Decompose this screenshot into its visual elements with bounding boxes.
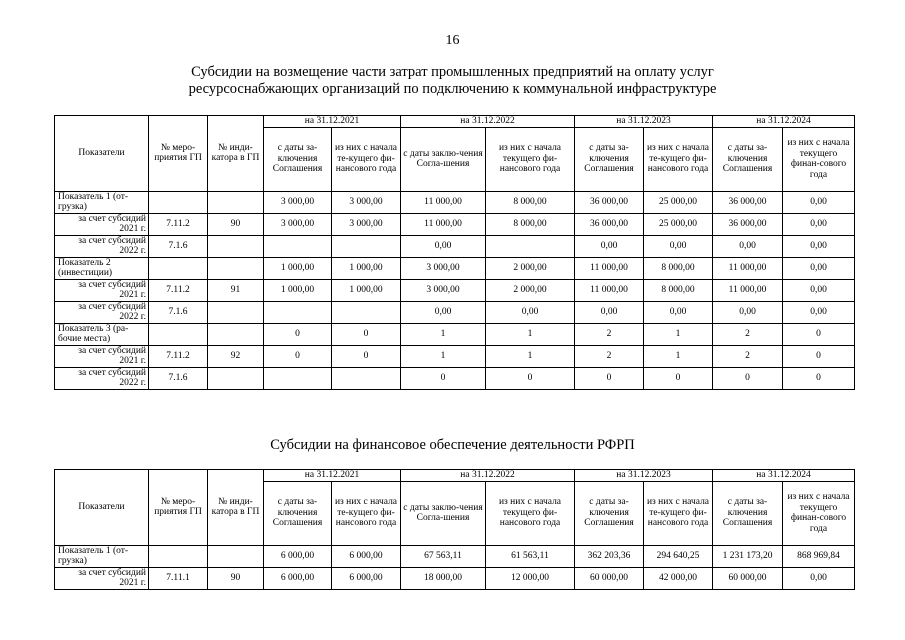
value-cell: 11 000,00 — [575, 257, 644, 279]
table-row — [55, 257, 855, 279]
value-cell: 25 000,00 — [644, 191, 713, 213]
value-cell: 42 000,00 — [644, 567, 713, 589]
table-row — [55, 545, 855, 567]
page-number: 16 — [445, 33, 460, 48]
measure-number — [149, 257, 208, 279]
value-cell: 0 — [713, 367, 783, 389]
indicator-number — [208, 191, 264, 213]
value-cell: 6 000,00 — [332, 567, 401, 589]
value-cell: 8 000,00 — [644, 257, 713, 279]
indicator-number — [208, 235, 264, 257]
value-cell: 0,00 — [783, 567, 855, 589]
header-period-2023: на 31.12.2023 — [575, 116, 713, 128]
value-cell: 1 — [486, 323, 575, 345]
value-cell: 11 000,00 — [713, 279, 783, 301]
value-cell: 60 000,00 — [575, 567, 644, 589]
value-cell: 0 — [401, 367, 486, 389]
table-row — [55, 279, 855, 301]
value-cell: 1 — [401, 345, 486, 367]
table-row — [55, 235, 855, 257]
table-row — [55, 323, 855, 345]
value-cell: 8 000,00 — [486, 213, 575, 235]
value-cell: 1 231 173,20 — [713, 545, 783, 567]
indicator-number — [208, 545, 264, 567]
value-cell: 0,00 — [644, 235, 713, 257]
measure-number — [149, 191, 208, 213]
measure-number: 7.11.2 — [149, 213, 208, 235]
value-cell: 2 — [575, 323, 644, 345]
header-since-agreement: с даты за-ключения Соглашения — [575, 481, 644, 545]
section-2-title — [0, 437, 905, 454]
header-period-2024: на 31.12.2024 — [713, 470, 855, 482]
measure-number: 7.11.1 — [149, 567, 208, 589]
measure-number: 7.1.6 — [149, 301, 208, 323]
table-row — [55, 213, 855, 235]
header-measure-no: № меро-приятия ГП — [149, 116, 208, 192]
value-cell: 6 000,00 — [332, 545, 401, 567]
value-cell: 3 000,00 — [401, 257, 486, 279]
value-cell: 11 000,00 — [575, 279, 644, 301]
table-row — [55, 567, 855, 589]
value-cell: 0,00 — [713, 301, 783, 323]
section-1-title — [0, 64, 905, 98]
value-cell: 0,00 — [713, 235, 783, 257]
indicator-number — [208, 367, 264, 389]
value-cell: 3 000,00 — [332, 213, 401, 235]
value-cell: 0,00 — [783, 213, 855, 235]
value-cell: 36 000,00 — [713, 213, 783, 235]
value-cell: 0,00 — [486, 301, 575, 323]
header-since-agreement: с даты заклю-чения Согла-шения — [401, 127, 486, 191]
value-cell: 61 563,11 — [486, 545, 575, 567]
value-cell: 0,00 — [783, 279, 855, 301]
value-cell: 0 — [575, 367, 644, 389]
value-cell: 1 000,00 — [264, 257, 332, 279]
value-cell: 2 000,00 — [486, 279, 575, 301]
value-cell: 0 — [783, 367, 855, 389]
value-cell: 6 000,00 — [264, 545, 332, 567]
value-cell: 1 — [486, 345, 575, 367]
header-current-year: из них с начала те-кущего фи-нансового года — [332, 127, 401, 191]
header-since-agreement: с даты за-ключения Соглашения — [264, 127, 332, 191]
value-cell: 0 — [264, 345, 332, 367]
header-since-agreement: с даты за-ключения Соглашения — [713, 481, 783, 545]
indicator-number — [208, 301, 264, 323]
value-cell: 0,00 — [783, 191, 855, 213]
value-cell: 0,00 — [783, 257, 855, 279]
indicator-number: 90 — [208, 213, 264, 235]
indicator-number: 91 — [208, 279, 264, 301]
value-cell: 11 000,00 — [713, 257, 783, 279]
row-label: за счет субсидий 2021 г. — [55, 345, 149, 367]
header-current-year: из них с начала текущего фи-нансового года — [486, 481, 575, 545]
value-cell: 25 000,00 — [644, 213, 713, 235]
value-cell: 0,00 — [401, 235, 486, 257]
header-current-year: из них с начала текущего фи-нансового года — [486, 127, 575, 191]
header-period-2021: на 31.12.2021 — [264, 116, 401, 128]
header-period-2021: на 31.12.2021 — [264, 470, 401, 482]
value-cell: 868 969,84 — [783, 545, 855, 567]
row-label: за счет субсидий 2022 г. — [55, 367, 149, 389]
value-cell — [264, 235, 332, 257]
value-cell: 36 000,00 — [575, 191, 644, 213]
row-label: Показатель 3 (ра-бочие места) — [55, 323, 149, 345]
header-indicators: Показатели — [55, 470, 149, 546]
row-label: за счет субсидий 2022 г. — [55, 301, 149, 323]
value-cell: 2 000,00 — [486, 257, 575, 279]
header-since-agreement: с даты за-ключения Соглашения — [713, 127, 783, 191]
row-label: за счет субсидий 2021 г. — [55, 213, 149, 235]
value-cell: 0 — [783, 345, 855, 367]
header-period-2022: на 31.12.2022 — [401, 470, 575, 482]
header-current-year: из них с начала те-кущего фи-нансового года — [644, 481, 713, 545]
value-cell: 0 — [644, 367, 713, 389]
header-current-year: из них с начала текущего финан-сового года — [783, 481, 855, 545]
value-cell: 0 — [486, 367, 575, 389]
value-cell: 36 000,00 — [575, 213, 644, 235]
value-cell: 36 000,00 — [713, 191, 783, 213]
value-cell: 6 000,00 — [264, 567, 332, 589]
header-since-agreement: с даты заклю-чения Согла-шения — [401, 481, 486, 545]
value-cell: 1 — [644, 323, 713, 345]
value-cell: 362 203,36 — [575, 545, 644, 567]
section-1-table — [54, 115, 855, 390]
value-cell: 1 — [644, 345, 713, 367]
value-cell: 0 — [783, 323, 855, 345]
row-label: Показатель 1 (от-грузка) — [55, 191, 149, 213]
value-cell: 1 — [401, 323, 486, 345]
measure-number: 7.11.2 — [149, 279, 208, 301]
header-since-agreement: с даты за-ключения Соглашения — [575, 127, 644, 191]
value-cell — [486, 235, 575, 257]
header-current-year: из них с начала те-кущего фи-нансового года — [332, 481, 401, 545]
section-2-table — [54, 469, 855, 590]
value-cell: 8 000,00 — [486, 191, 575, 213]
header-period-2022: на 31.12.2022 — [401, 116, 575, 128]
value-cell: 0 — [264, 323, 332, 345]
indicator-number — [208, 323, 264, 345]
table-row — [55, 301, 855, 323]
value-cell: 0 — [332, 345, 401, 367]
value-cell — [332, 367, 401, 389]
header-indicators: Показатели — [55, 116, 149, 192]
value-cell: 8 000,00 — [644, 279, 713, 301]
value-cell: 60 000,00 — [713, 567, 783, 589]
value-cell: 3 000,00 — [401, 279, 486, 301]
value-cell — [332, 235, 401, 257]
value-cell: 0,00 — [575, 235, 644, 257]
table-row — [55, 367, 855, 389]
header-measure-no: № меро-приятия ГП — [149, 470, 208, 546]
row-label: за счет субсидий 2021 г. — [55, 279, 149, 301]
value-cell: 2 — [713, 345, 783, 367]
measure-number: 7.1.6 — [149, 235, 208, 257]
value-cell: 3 000,00 — [264, 191, 332, 213]
value-cell: 2 — [713, 323, 783, 345]
row-label: за счет субсидий 2021 г. — [55, 567, 149, 589]
value-cell: 0 — [332, 323, 401, 345]
measure-number — [149, 545, 208, 567]
table-row — [55, 191, 855, 213]
value-cell: 11 000,00 — [401, 191, 486, 213]
header-indicator-no: № инди-катора в ГП — [208, 116, 264, 192]
header-indicator-no: № инди-катора в ГП — [208, 470, 264, 546]
row-label: Показатель 1 (от-грузка) — [55, 545, 149, 567]
header-period-2023: на 31.12.2023 — [575, 470, 713, 482]
indicator-number: 92 — [208, 345, 264, 367]
value-cell: 1 000,00 — [332, 279, 401, 301]
row-label: Показатель 2 (инвестиции) — [55, 257, 149, 279]
header-current-year: из них с начала текущего финан-сового года — [783, 127, 855, 191]
value-cell: 0,00 — [783, 301, 855, 323]
header-since-agreement: с даты за-ключения Соглашения — [264, 481, 332, 545]
indicator-number: 90 — [208, 567, 264, 589]
value-cell: 11 000,00 — [401, 213, 486, 235]
value-cell: 0,00 — [575, 301, 644, 323]
value-cell: 0,00 — [401, 301, 486, 323]
value-cell — [264, 367, 332, 389]
section-1-title-line-2: ресурсоснабжающих организаций по подключению к коммунальной инфраструктуре — [188, 81, 717, 97]
header-period-2024: на 31.12.2024 — [713, 116, 855, 128]
measure-number — [149, 323, 208, 345]
value-cell: 1 000,00 — [264, 279, 332, 301]
value-cell: 3 000,00 — [332, 191, 401, 213]
table-row — [55, 345, 855, 367]
row-label: за счет субсидий 2022 г. — [55, 235, 149, 257]
value-cell — [332, 301, 401, 323]
value-cell: 2 — [575, 345, 644, 367]
section-1-title-line-1: Субсидии на возмещение части затрат промышленных предприятий на оплату услуг — [191, 64, 714, 80]
value-cell: 12 000,00 — [486, 567, 575, 589]
value-cell: 1 000,00 — [332, 257, 401, 279]
value-cell: 67 563,11 — [401, 545, 486, 567]
indicator-number — [208, 257, 264, 279]
value-cell: 3 000,00 — [264, 213, 332, 235]
value-cell: 0,00 — [783, 235, 855, 257]
value-cell: 0,00 — [644, 301, 713, 323]
measure-number: 7.1.6 — [149, 367, 208, 389]
value-cell — [264, 301, 332, 323]
value-cell: 18 000,00 — [401, 567, 486, 589]
measure-number: 7.11.2 — [149, 345, 208, 367]
header-current-year: из них с начала те-кущего фи-нансового года — [644, 127, 713, 191]
value-cell: 294 640,25 — [644, 545, 713, 567]
section-2-title-line-1: Субсидии на финансовое обеспечение деятельности РФРП — [270, 437, 635, 453]
